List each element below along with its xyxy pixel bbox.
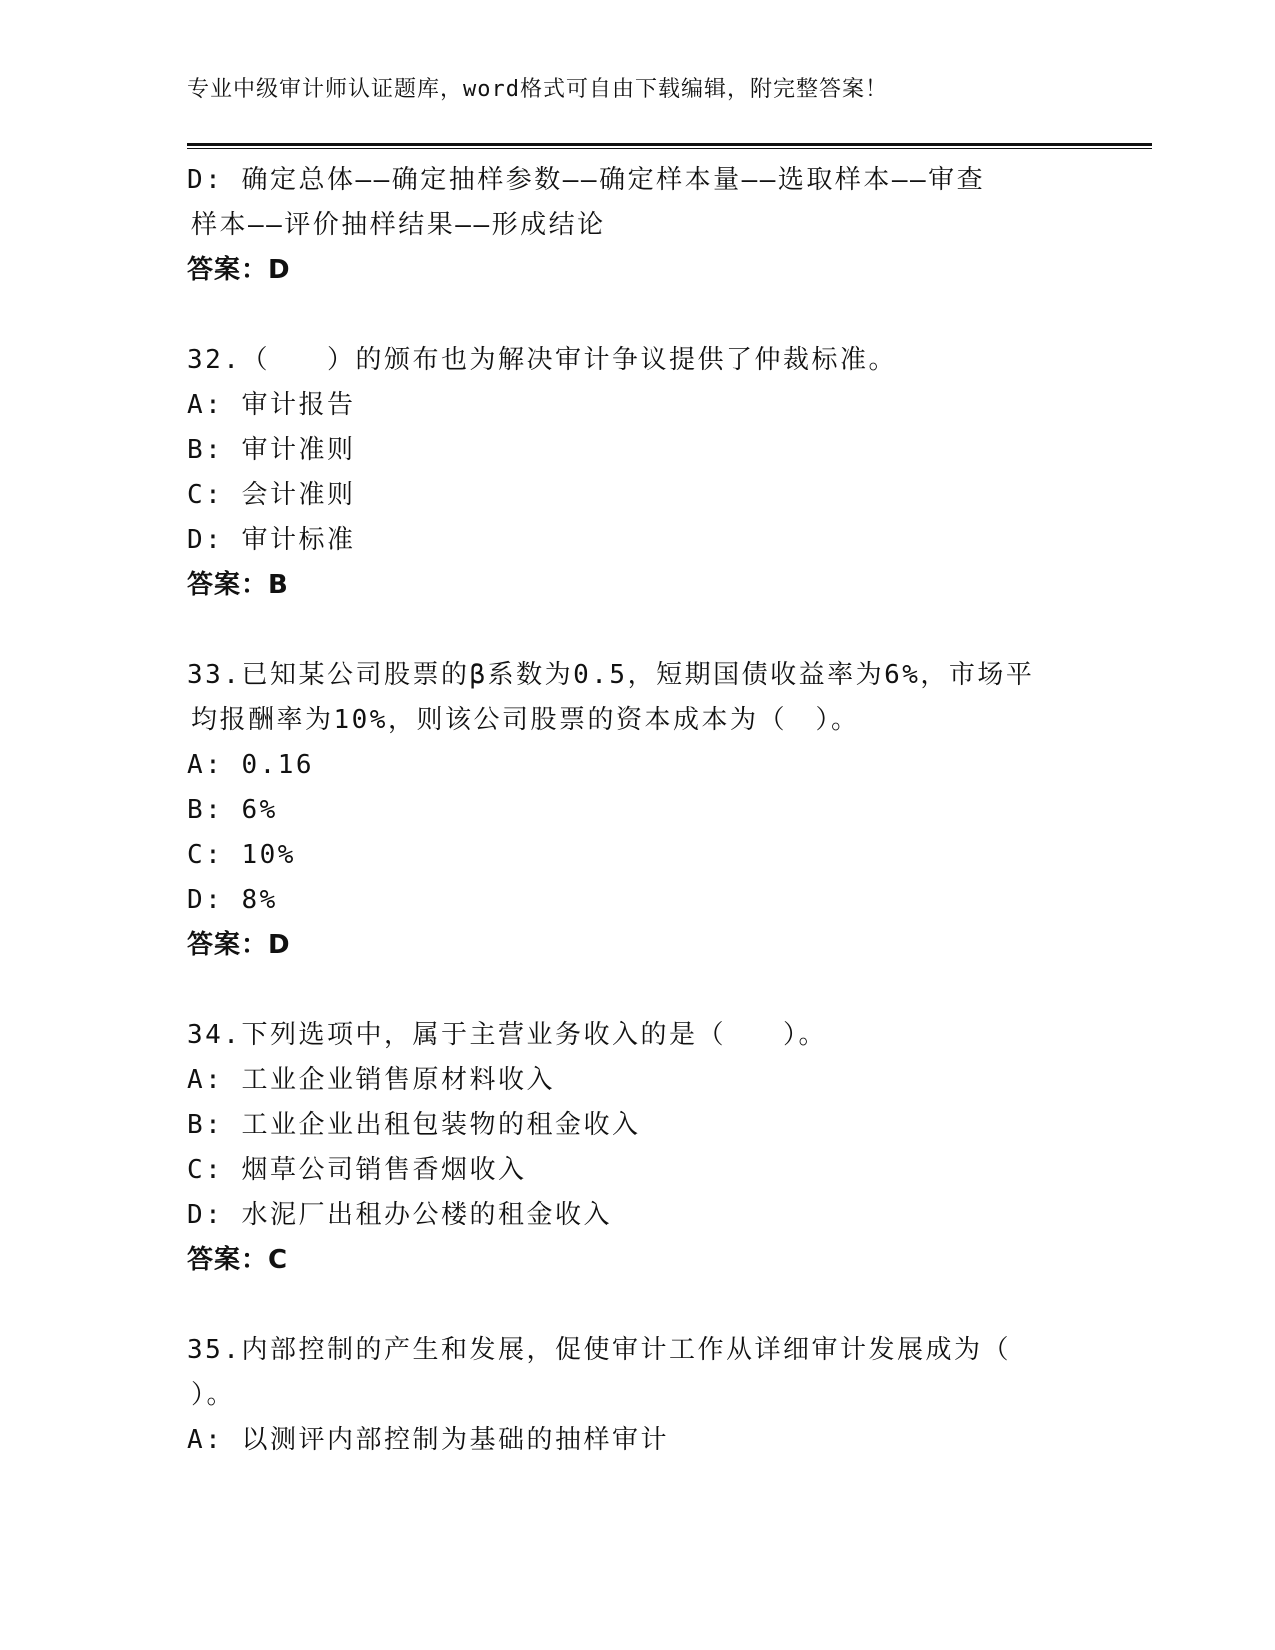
spacer <box>187 968 1087 1013</box>
option-a: A: 0.16 <box>187 750 315 780</box>
question-stem: 34.下列选项中，属于主营业务收入的是（ ）。 <box>187 1020 827 1050</box>
option-d: D: 水泥厂出租办公楼的租金收入 <box>187 1200 612 1230</box>
question-stem-continued: ）。 <box>191 1380 236 1410</box>
question-35 <box>187 1328 1087 1463</box>
question-34 <box>187 1013 1087 1283</box>
answer-33: 答案：D <box>187 930 291 960</box>
option-a: A: 工业企业销售原材料收入 <box>187 1065 555 1095</box>
answer-34: 答案：C <box>187 1245 289 1275</box>
option-b: B: 6% <box>187 795 278 825</box>
option-d: D: 确定总体——确定抽样参数——确定样本量——选取样本——审查 <box>187 165 986 195</box>
option-a: A: 审计报告 <box>187 390 356 420</box>
option-d-continued: 样本——评价抽样结果——形成结论 <box>191 210 606 240</box>
question-stem: 32.（ ）的颁布也为解决审计争议提供了仲裁标准。 <box>187 345 897 375</box>
option-c: C: 会计准则 <box>187 480 356 510</box>
page-header: 专业中级审计师认证题库，word格式可自由下载编辑，附完整答案！ <box>187 77 888 102</box>
option-d: D: 审计标准 <box>187 525 356 555</box>
option-d: D: 8% <box>187 885 278 915</box>
option-b: B: 审计准则 <box>187 435 356 465</box>
document-body <box>187 158 1087 1463</box>
spacer <box>187 293 1087 338</box>
question-33 <box>187 653 1087 968</box>
option-c: C: 10% <box>187 840 296 870</box>
question-stem-continued: 均报酬率为10%，则该公司股票的资本成本为（ ）。 <box>191 705 860 735</box>
answer-32: 答案：B <box>187 570 289 600</box>
option-a: A: 以测评内部控制为基础的抽样审计 <box>187 1425 669 1455</box>
answer-31: 答案：D <box>187 255 291 285</box>
spacer <box>187 1283 1087 1328</box>
question-stem: 33.已知某公司股票的β系数为0.5，短期国债收益率为6%，市场平 <box>187 660 1035 690</box>
option-c: C: 烟草公司销售香烟收入 <box>187 1155 527 1185</box>
question-32 <box>187 338 1087 608</box>
question-stem: 35.内部控制的产生和发展，促使审计工作从详细审计发展成为（ <box>187 1335 1011 1365</box>
header-divider <box>187 143 1152 149</box>
option-b: B: 工业企业出租包装物的租金收入 <box>187 1110 641 1140</box>
spacer <box>187 608 1087 653</box>
question-31-tail <box>187 158 1087 293</box>
